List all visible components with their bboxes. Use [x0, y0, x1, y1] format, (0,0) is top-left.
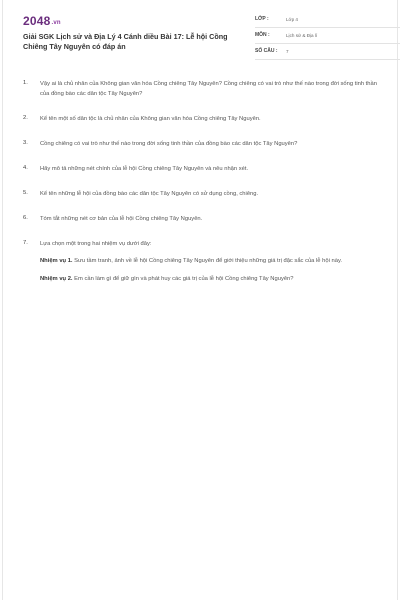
question-number: 5. — [23, 189, 28, 196]
site-logo[interactable] — [23, 14, 61, 28]
meta-row-subject — [255, 30, 400, 44]
question-item — [23, 190, 383, 200]
logo-suffix: .vn — [51, 20, 61, 26]
meta-label: SỐ CÂU : — [255, 48, 278, 54]
question-item — [23, 140, 383, 150]
meta-row-class — [255, 14, 400, 28]
document-page — [2, 0, 398, 600]
meta-label: MÔN : — [255, 32, 270, 38]
task-item — [40, 275, 383, 285]
question-number: 4. — [23, 164, 28, 171]
question-text: Lựa chọn một trong hai nhiệm vụ dưới đây: — [40, 240, 152, 247]
question-item — [23, 115, 383, 125]
question-number: 7. — [23, 239, 28, 246]
document-meta — [255, 14, 400, 62]
question-item — [23, 215, 383, 225]
question-item — [23, 80, 383, 99]
meta-label: LỚP : — [255, 16, 269, 22]
task-label: Nhiệm vụ 2. — [40, 275, 73, 282]
question-text: Hãy mô tả những nét chính của lễ hội Cồng chiêng Tây Nguyên và nêu nhận xét. — [40, 165, 249, 172]
question-number: 2. — [23, 114, 28, 121]
logo-text: 2048 — [23, 14, 51, 28]
document-header — [23, 14, 383, 64]
question-list — [23, 80, 383, 300]
task-text: Sưu tầm tranh, ảnh về lễ hội Cồng chiêng Tây Nguyên để giới thiệu những giá trị đặc sắc của lễ hội này. — [72, 258, 343, 264]
meta-value: Lịch sử & Địa lí — [286, 32, 318, 38]
question-text: Cồng chiêng có vai trò như thế nào trong đời sống tinh thần của đồng bào các dân tộc Tây Nguyên? — [40, 140, 298, 147]
question-item — [23, 165, 383, 175]
question-item — [23, 240, 383, 285]
question-number: 3. — [23, 139, 28, 146]
question-text: Vậy ai là chủ nhân của Không gian văn hóa Cồng chiêng Tây Nguyên? Cồng chiêng có vai trò như thế nào trong đời sống tinh thần của đồng bào các dân tộc Tây Nguyên? — [40, 81, 377, 97]
meta-value: 7 — [286, 48, 289, 54]
question-text: Kể tên những lễ hội của đồng bào các dân tộc Tây Nguyên có sử dụng cồng, chiêng. — [40, 190, 259, 197]
task-text: Em cần làm gì để giữ gìn và phát huy các giá trị của lễ hội Cồng chiêng Tây Nguyên? — [72, 275, 294, 282]
question-number: 6. — [23, 214, 28, 221]
meta-row-question-count — [255, 46, 400, 60]
question-number: 1. — [23, 80, 28, 86]
question-text: Kể tên một số dân tộc là chủ nhân của Không gian văn hóa Cồng chiêng Tây Nguyên. — [40, 115, 261, 122]
task-item — [40, 257, 383, 267]
meta-value: Lớp 4 — [286, 16, 298, 22]
task-label: Nhiệm vụ 1. — [40, 258, 73, 264]
document-title: Giải SGK Lịch sử và Địa Lý 4 Cánh diều Bài 17: Lễ hội Cồng Chiêng Tây Nguyên có đáp án — [23, 32, 228, 51]
question-text: Tóm tắt những nét cơ bản của lễ hội Cồng chiêng Tây Nguyên. — [40, 215, 203, 222]
